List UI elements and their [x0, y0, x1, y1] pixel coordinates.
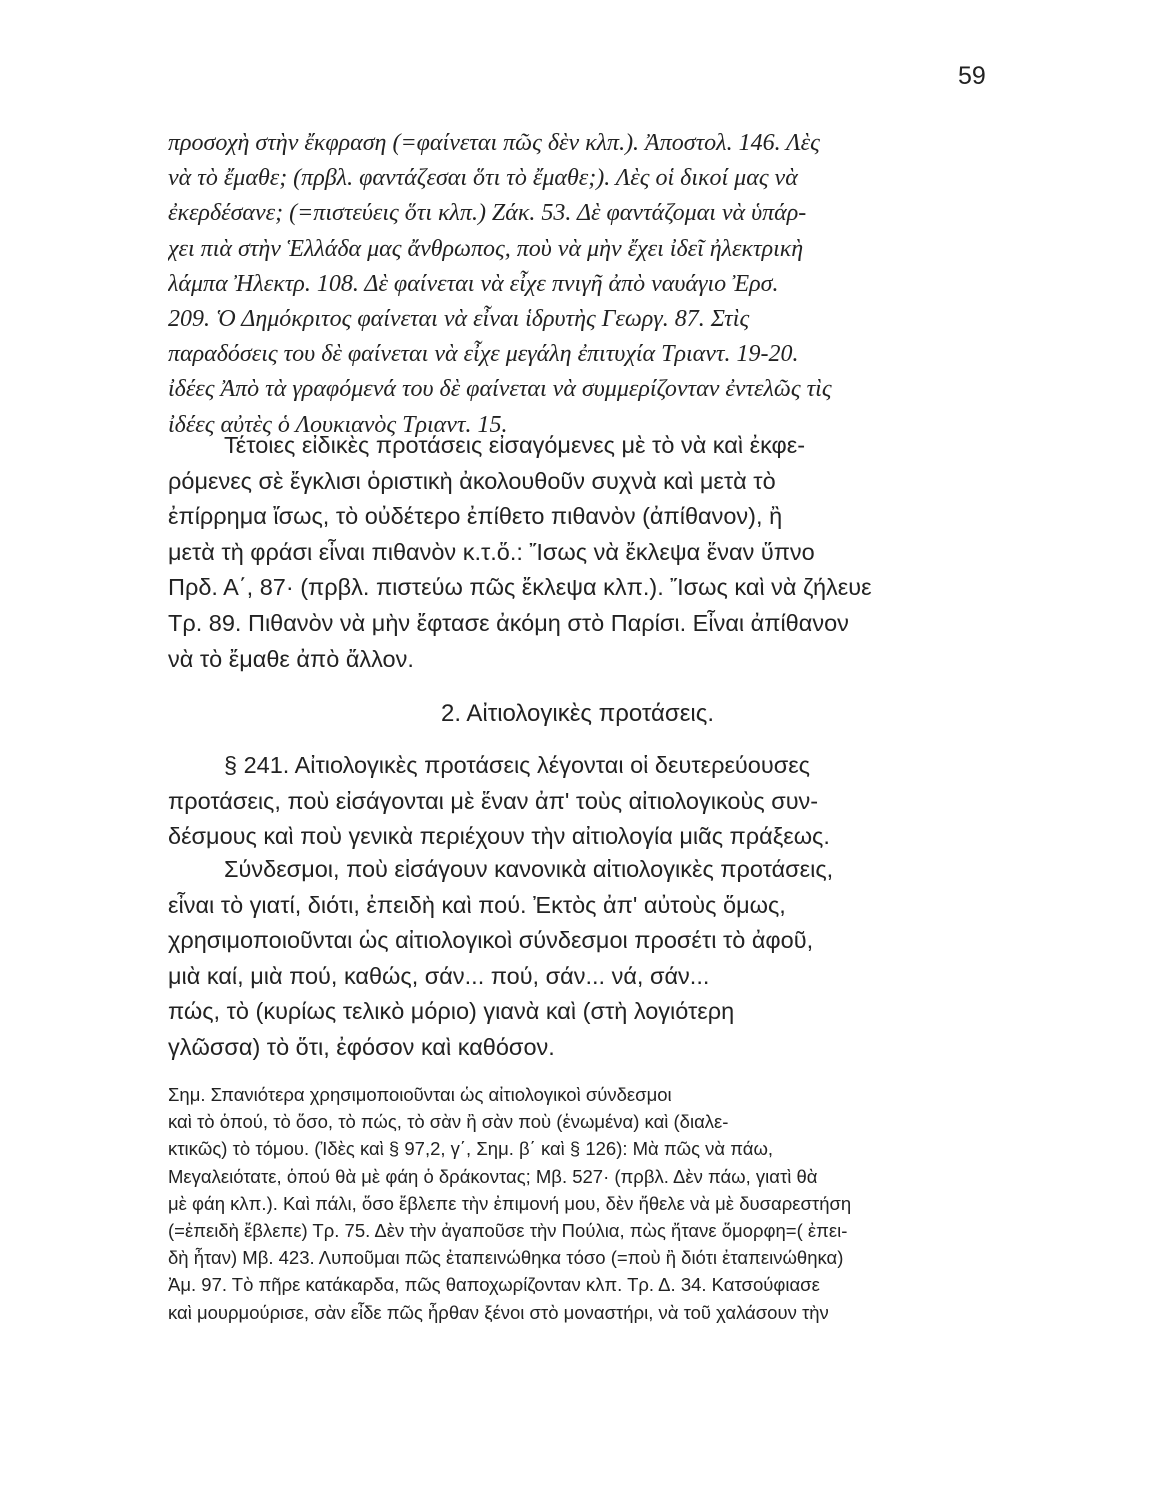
- text-line: Μεγαλειότατε, ὁπού θὰ μὲ φάη ὁ δράκοντας; Μβ. 527· (πρβλ. Δὲν πάω, γιατὶ θὰ: [168, 1165, 818, 1187]
- text-line: μὲ φάη κλπ.). Καὶ πάλι, ὅσο ἔβλεπε τὴν ἐπιμονή μου, δὲν ἤθελε νὰ μὲ δυσαρεστήση: [168, 1192, 852, 1214]
- text-line: δὴ ἦταν) Μβ. 423. Λυποῦμαι πῶς ἐταπεινώθηκα τόσο (=ποὺ ἢ διότι ἐταπεινώθηκα): [168, 1247, 844, 1269]
- special-clauses-paragraph: [168, 428, 990, 677]
- text-line: (=ἐπειδὴ ἔβλεπε) Τρ. 75. Δὲν τὴν ἀγαποῦσε τὴν Πούλια, πὼς ἤτανε ὅμορφη=( ἐπει-: [168, 1220, 848, 1242]
- text-line: μιὰ καί, μιὰ πού, καθώς, σάν... πού, σάν... νά, σάν...: [168, 962, 710, 989]
- text-line: νὰ τὸ ἔμαθε; (πρβλ. φαντάζεσαι ὅτι τὸ ἔμαθε;). Λὲς οἱ δικοί μας νὰ: [168, 165, 798, 192]
- text-line: Ἀμ. 97. Τὸ πῆρε κατάκαρδα, πῶς θαποχωρίζονταν κλπ. Τρ. Δ. 34. Κατσούφιασε: [168, 1274, 820, 1296]
- text-line: ἰδέες Ἀπὸ τὰ γραφόμενά του δὲ φαίνεται νὰ συμμερίζονταν ἐντελῶς τὶς: [168, 376, 832, 403]
- page-number: 59: [958, 62, 986, 90]
- text-line: Τρ. 89. Πιθανὸν νὰ μὴν ἔφτασε ἀκόμη στὸ Παρίσι. Εἶναι ἀπίθανον: [168, 609, 849, 636]
- conjunctions-paragraph: [168, 852, 990, 1066]
- text-line: 209. Ὁ Δημόκριτος φαίνεται νὰ εἶναι ἱδρυτὴς Γεωργ. 87. Στὶς: [168, 306, 750, 333]
- text-line: ἐκερδέσανε; (=πιστεύεις ὅτι κλπ.) Ζάκ. 53. Δὲ φαντάζομαι νὰ ὑπάρ-: [168, 200, 807, 227]
- text-line: Τέτοιες εἰδικὲς προτάσεις εἰσαγόμενες μὲ τὸ νὰ καὶ ἐκφε-: [224, 432, 806, 458]
- text-line: Πρδ. Α΄, 87· (πρβλ. πιστεύω πῶς ἔκλεψα κλπ.). Ἴσως καὶ νὰ ζήλευε: [168, 574, 872, 601]
- text-line: προτάσεις, ποὺ εἰσάγονται μὲ ἕναν ἀπ' τοὺς αἰτιολογικοὺς συν-: [168, 787, 819, 814]
- text-line: Σύνδεσμοι, ποὺ εἰσάγουν κανονικὰ αἰτιολογικὲς προτάσεις,: [224, 856, 834, 882]
- text-line: παραδόσεις του δὲ φαίνεται νὰ εἶχε μεγάλη ἐπιτυχία Τριαντ. 19-20.: [168, 341, 799, 368]
- section-241-paragraph: [168, 748, 990, 855]
- note-paragraph: [168, 1081, 988, 1326]
- text-line: § 241. Αἰτιολογικὲς προτάσεις λέγονται οἱ δευτερεύουσες: [224, 752, 811, 778]
- text-line: καὶ τὸ ὁπού, τὸ ὅσο, τὸ πώς, τὸ σὰν ἢ σὰν ποὺ (ἑνωμένα) καὶ (διαλε-: [168, 1111, 729, 1133]
- text-line: καὶ μουρμούρισε, σὰν εἶδε πῶς ἦρθαν ξένοι στὸ μοναστήρι, νὰ τοῦ χαλάσουν τὴν: [168, 1301, 829, 1323]
- continuation-paragraph: [168, 126, 990, 443]
- text-line: πώς, τὸ (κυρίως τελικὸ μόριο) γιανὰ καὶ (στὴ λογιότερη: [168, 998, 735, 1025]
- text-line: νὰ τὸ ἔμαθε ἀπὸ ἄλλον.: [168, 645, 414, 672]
- text-line: Σημ. Σπανιότερα χρησιμοποιοῦνται ὡς αἰτιολογικοὶ σύνδεσμοι: [168, 1084, 672, 1105]
- text-line: εἶναι τὸ γιατί, διότι, ἐπειδὴ καὶ πού. Ἐκτὸς ἀπ' αὐτοὺς ὅμως,: [168, 891, 786, 918]
- text-line: ἰδέες αὐτὲς ὁ Λουκιανὸς Τριαντ. 15.: [168, 411, 508, 438]
- text-line: προσοχὴ στὴν ἔκφραση (=φαίνεται πῶς δὲν κλπ.). Ἀποστολ. 146. Λὲς: [168, 130, 820, 156]
- section-heading: 2. Αἰτιολογικὲς προτάσεις.: [441, 700, 714, 727]
- text-line: χει πιὰ στὴν Ἑλλάδα μας ἄνθρωπος, ποὺ νὰ μὴν ἔχει ἰδεῖ ἠλεκτρικὴ: [168, 235, 804, 262]
- text-line: δέσμους καὶ ποὺ γενικὰ περιέχουν τὴν αἰτιολογία μιᾶς πράξεως.: [168, 823, 830, 850]
- text-line: κτικῶς) τὸ τόμου. (Ἰδὲς καὶ § 97,2, γ΄, Σημ. β΄ καὶ § 126): Μὰ πῶς νὰ πάω,: [168, 1138, 774, 1160]
- text-line: λάμπα Ἠλεκτρ. 108. Δὲ φαίνεται νὰ εἶχε πνιγῆ ἀπὸ ναυάγιο Ἐρσ.: [168, 270, 779, 297]
- text-line: γλῶσσα) τὸ ὅτι, ἐφόσον καὶ καθόσον.: [168, 1033, 555, 1060]
- text-line: ρόμενες σὲ ἔγκλισι ὁριστικὴ ἀκολουθοῦν συχνὰ καὶ μετὰ τὸ: [168, 467, 776, 494]
- text-line: ἐπίρρημα ἴσως, τὸ οὐδέτερο ἐπίθετο πιθανὸν (ἀπίθανον), ἢ: [168, 503, 783, 530]
- text-line: χρησιμοποιοῦνται ὡς αἰτιολογικοὶ σύνδεσμοι προσέτι τὸ ἀφοῦ,: [168, 927, 814, 954]
- text-line: μετὰ τὴ φράσι εἶναι πιθανὸν κ.τ.ὅ.: Ἴσως νὰ ἔκλεψα ἕναν ὕπνο: [168, 538, 815, 565]
